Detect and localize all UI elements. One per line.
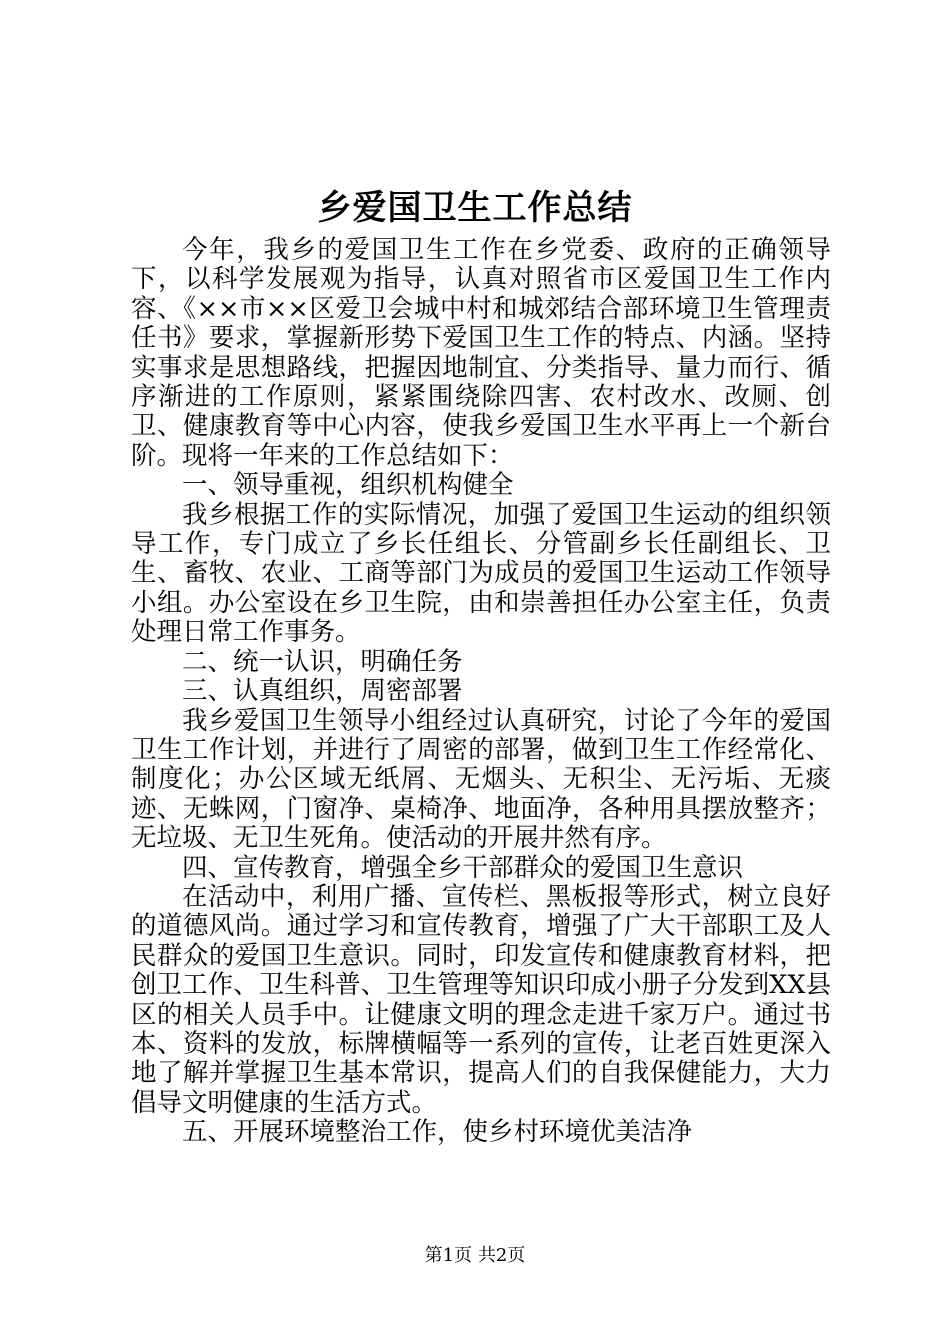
section-paragraph-1: 我乡根据工作的实际情况，加强了爱国卫生运动的组织领导工作，专门成立了乡长任组长、分管副乡长任副组长、卫生、畜牧、农业、工商等部门为成员的爱国卫生运动工作领导小组。办公室设在乡卫生院，由和崇善担任办公室主任，负责处理日常工作事务。 bbox=[131, 499, 831, 648]
intro-paragraph: 今年，我乡的爱国卫生工作在乡党委、政府的正确领导下，以科学发展观为指导，认真对照省市区爱国卫生工作内容、《××市××区爱卫会城中村和城郊结合部环境卫生管理责任书》要求，掌握新形势下爱国卫生工作的特点、内涵。坚持实事求是思想路线，把握因地制宜、分类指导、量力而行、循序渐进的工作原则，紧紧围绕除四害、农村改水、改厕、创卫、健康教育等中心内容，使我乡爱国卫生水平再上一个新台阶。现将一年来的工作总结如下： bbox=[131, 235, 831, 471]
section-paragraph-3: 我乡爱国卫生领导小组经过认真研究，讨论了今年的爱国卫生工作计划，并进行了周密的部署，做到卫生工作经常化、制度化；办公区域无纸屑、无烟头、无积尘、无污垢、无痰迹、无蛛网，门窗净、桌椅净、地面净，各种用具摆放整齐；无垃圾、无卫生死角。使活动的开展井然有序。 bbox=[131, 705, 831, 854]
section-heading-3: 三、认真组织，周密部署 bbox=[182, 676, 463, 707]
section-heading-4: 四、宣传教育，增强全乡干部群众的爱国卫生意识 bbox=[182, 852, 744, 883]
document-title: 乡爱国卫生工作总结 bbox=[317, 188, 633, 228]
section-heading-1: 一、领导重视，组织机构健全 bbox=[182, 470, 514, 501]
section-heading-2: 二、统一认识，明确任务 bbox=[182, 646, 463, 677]
page-footer: 第1页 共2页 bbox=[424, 1245, 526, 1266]
section-paragraph-4: 在活动中，利用广播、宣传栏、黑板报等形式，树立良好的道德风尚。通过学习和宣传教育，增强了广大干部职工及人民群众的爱国卫生意识。同时，印发宣传和健康教育材料，把创卫工作、卫生科普、卫生管理等知识印成小册子分发到XX县区的相关人员手中。让健康文明的理念走进千家万户。通过书本、资料的发放，标牌横幅等一系列的宣传，让老百姓更深入地了解并掌握卫生基本常识，提高人们的自我保健能力，大力倡导文明健康的生活方式。 bbox=[131, 881, 831, 1118]
document-body bbox=[131, 236, 831, 1148]
section-heading-5: 五、开展环境整治工作，使乡村环境优美洁净 bbox=[182, 1117, 693, 1148]
